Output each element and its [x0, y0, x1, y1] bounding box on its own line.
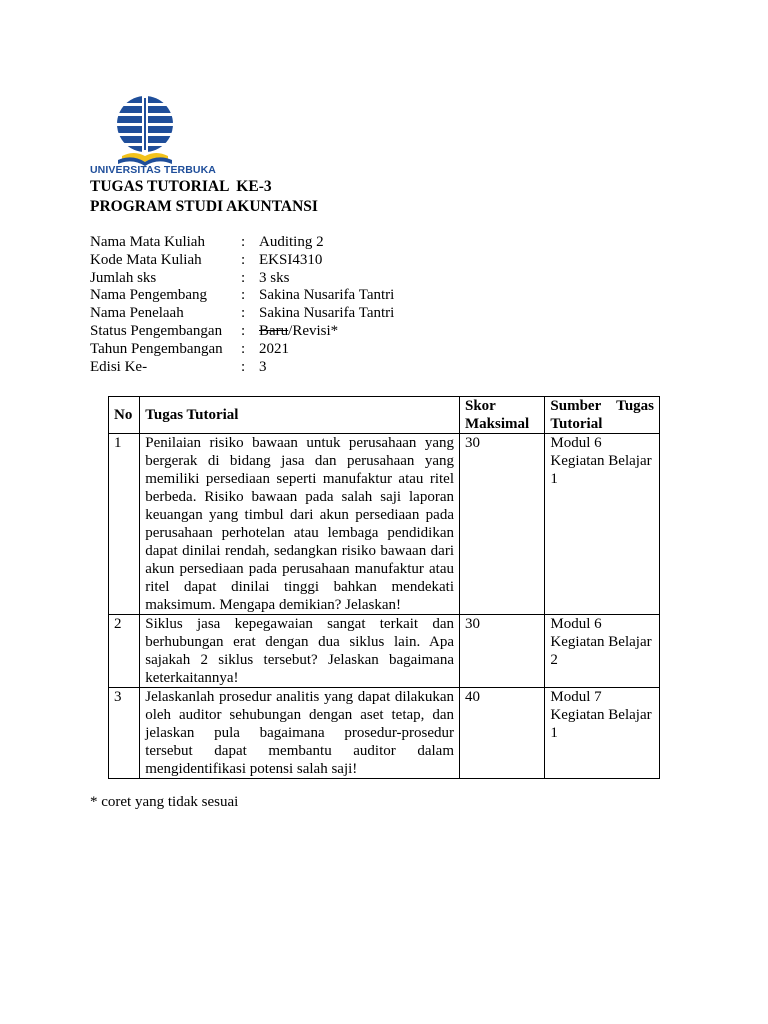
row-tugas: Jelaskanlah prosedur analitis yang dapat dilakukan oleh auditor sehubungan dengan aset tetap, dan jelaskan pula bagaimana prosedur-prosedur tersebut dapat membantu auditor dalam mengidentifikasi potensi salah saji!	[140, 688, 460, 779]
info-label: Status Pengembangan	[90, 322, 223, 339]
logo-text: UNIVERSITAS TERBUKA	[90, 164, 216, 176]
row-skor: 30	[460, 615, 545, 688]
info-label: Nama Penelaah	[90, 305, 184, 322]
info-label: Edisi Ke-	[90, 358, 148, 375]
row-sumber: Modul 7 Kegiatan Belajar 1	[545, 688, 660, 779]
title-program: PROGRAM STUDI AKUNTANSI	[90, 198, 318, 215]
info-value: Sakina Nusarifa Tantri	[259, 287, 395, 304]
struck-status: Baru	[259, 322, 289, 339]
row-no: 1	[109, 434, 140, 615]
info-row-mata-kuliah	[90, 234, 394, 252]
info-row-penelaah	[90, 305, 394, 323]
header-skor	[460, 397, 545, 434]
info-value: Sakina Nusarifa Tantri	[259, 305, 395, 322]
tutorial-table	[108, 396, 660, 779]
row-tugas: Siklus jasa kepegawaian sangat terkait dan berhubungan erat dengan dua siklus lain. Apa sajakah 2 siklus tersebut? Jelaskan bagaimana keterkaitannya!	[140, 615, 460, 688]
table-header-row	[109, 397, 660, 434]
course-info	[90, 234, 394, 376]
header-sumber-line1: Sumber Tugas	[550, 398, 654, 414]
status-value: /Revisi*	[288, 322, 339, 339]
row-skor: 40	[460, 688, 545, 779]
info-colon: :	[241, 251, 246, 268]
header-tugas: Tugas Tutorial	[140, 397, 460, 434]
row-skor: 30	[460, 434, 545, 615]
info-colon: :	[241, 234, 246, 250]
row-no: 3	[109, 688, 140, 779]
title-tugas: TUGAS TUTORIAL KE-3	[90, 178, 272, 195]
info-row-kode	[90, 252, 394, 270]
info-colon: :	[241, 322, 246, 339]
info-row-edisi	[90, 359, 394, 377]
info-value: 2021	[259, 340, 289, 357]
info-row-tahun	[90, 341, 394, 359]
row-sumber: Modul 6 Kegiatan Belajar 1	[545, 434, 660, 615]
university-logo	[114, 94, 204, 172]
info-colon: :	[241, 269, 246, 286]
info-label: Nama Mata Kuliah	[90, 234, 205, 250]
info-colon: :	[241, 287, 246, 304]
info-label: Nama Pengembang	[90, 287, 208, 304]
table-row	[109, 615, 660, 688]
header-no: No	[109, 397, 140, 434]
info-value	[259, 323, 338, 341]
info-value: Auditing 2	[259, 234, 324, 250]
info-value: 3	[259, 358, 267, 375]
header-skor-line1: Skor	[465, 398, 496, 414]
info-row-pengembang	[90, 287, 394, 305]
info-label: Jumlah sks	[90, 269, 157, 286]
row-tugas: Penilaian risiko bawaan untuk perusahaan yang bergerak di bidang jasa dan perusahaan yang memiliki persediaan seperti manufaktur atau ritel berbeda. Risiko bawaan pada salah saji laporan keuangan yang timbul dari akun persediaan pada perusahaan perhotelan atau lembaga pendidikan dapat dinilai rendah, sedangkan risiko bawaan dari akun persediaan pada perusahaan manufaktur atau ritel dapat dinilai tinggi bahkan mendekati maksimum. Mengapa demikian? Jelaskan!	[140, 434, 460, 615]
row-no: 2	[109, 615, 140, 688]
info-colon: :	[241, 305, 246, 322]
info-row-sks	[90, 270, 394, 288]
row-sumber: Modul 6 Kegiatan Belajar 2	[545, 615, 660, 688]
info-colon: :	[241, 358, 246, 375]
table-row	[109, 434, 660, 615]
info-colon: :	[241, 340, 246, 357]
info-value: 3 sks	[259, 269, 290, 286]
header-skor-line2: Maksimal	[465, 416, 530, 432]
table-row	[109, 688, 660, 779]
header-sumber-line2: Tutorial	[550, 416, 603, 432]
header-sumber	[545, 397, 660, 434]
info-row-status	[90, 323, 394, 341]
info-value: EKSI4310	[259, 251, 323, 268]
footnote: * coret yang tidak sesuai	[90, 794, 239, 810]
info-label: Kode Mata Kuliah	[90, 251, 202, 268]
info-label: Tahun Pengembangan	[90, 340, 223, 357]
